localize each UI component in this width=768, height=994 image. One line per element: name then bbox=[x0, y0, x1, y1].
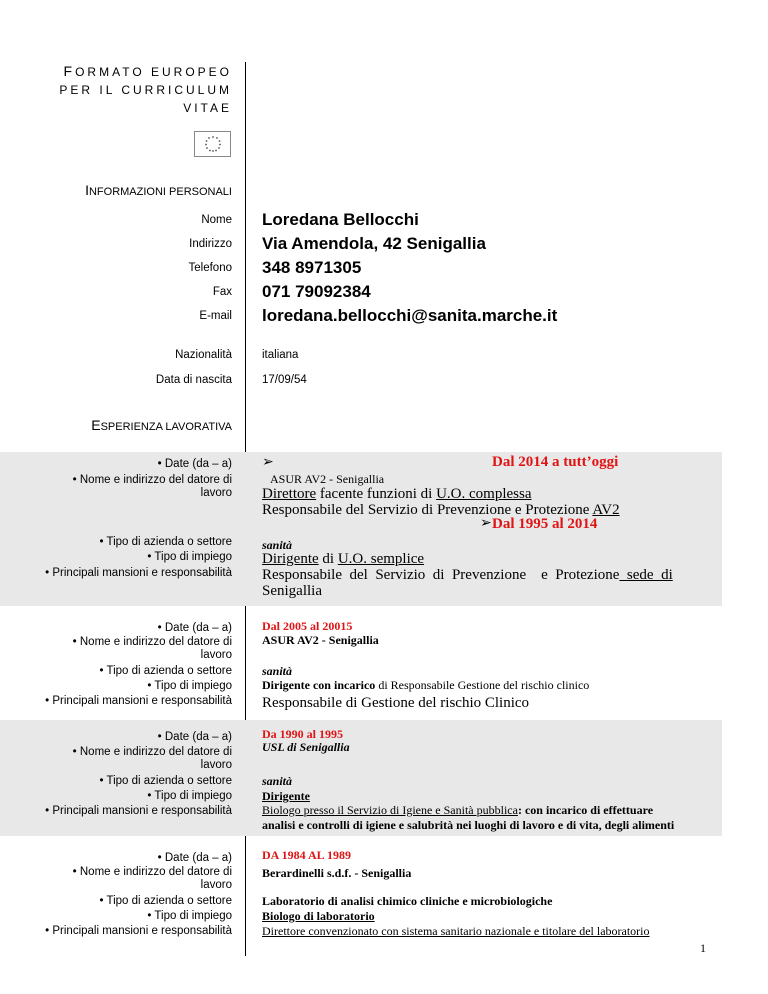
label-sector: • Tipo di azienda o settore bbox=[99, 665, 232, 677]
label-date: • Date (da – a) bbox=[157, 622, 232, 634]
label-telefono: Telefono bbox=[188, 262, 232, 274]
value-telefono: 348 8971305 bbox=[262, 258, 362, 277]
entry-4-date: DA 1984 AL 1989 bbox=[262, 848, 352, 862]
entry-1-sector: sanità bbox=[262, 538, 293, 552]
label-date: • Date (da – a) bbox=[157, 731, 232, 743]
entry-4-duties: Direttore convenzionato con sistema sanitario nazionale e titolare del laboratorio bbox=[262, 924, 650, 938]
entry-4-type: Biologo di laboratorio bbox=[262, 909, 375, 923]
entry-1-role-line-3: Dirigente di U.O. semplice bbox=[262, 551, 425, 567]
label-duties: • Principali mansioni e responsabilità bbox=[45, 567, 232, 579]
entry-2-type: Dirigente con incarico di Responsabile Gestione del rischio clinico bbox=[262, 678, 590, 692]
label-employer: • Nome e indirizzo del datore di lavoro bbox=[72, 746, 232, 771]
label-employer: • Nome e indirizzo del datore di lavoro bbox=[72, 474, 232, 499]
entry-1-role-line-2: Responsabile del Servizio di Prevenzione e Protezione AV2 bbox=[262, 502, 620, 518]
page-number: 1 bbox=[700, 941, 706, 955]
label-duties: • Principali mansioni e responsabilità bbox=[45, 805, 232, 817]
entry-3-duties: Biologo presso il Servizio di Igiene e Sanità pubblica: con incarico di effettuare bbox=[262, 803, 654, 817]
label-data-nascita: Data di nascita bbox=[155, 374, 232, 386]
label-type: • Tipo di impiego bbox=[147, 551, 232, 563]
value-email[interactable]: loredana.bellocchi@sanita.marche.it bbox=[262, 306, 558, 325]
entry-2-date: Dal 2005 al 20015 bbox=[262, 619, 353, 633]
cv-format-title: FORMATO EUROPEO PER IL CURRICULUM VITAE bbox=[59, 63, 232, 115]
entry-2-employer: ASUR AV2 - Senigallia bbox=[262, 633, 379, 647]
label-date: • Date (da – a) bbox=[157, 458, 232, 470]
label-sector: • Tipo di azienda o settore bbox=[99, 895, 232, 907]
label-indirizzo: Indirizzo bbox=[189, 238, 232, 250]
label-email: E-mail bbox=[199, 310, 232, 322]
entry-2-sector: sanità bbox=[262, 664, 293, 678]
entry-1-employer: ASUR AV2 - Senigallia bbox=[270, 472, 385, 486]
entry-3-type: Dirigente bbox=[262, 789, 310, 803]
value-indirizzo: Via Amendola, 42 Senigallia bbox=[262, 234, 486, 253]
label-type: • Tipo di impiego bbox=[147, 790, 232, 802]
entry-3-duties-2: analisi e controlli di igiene e salubrità nei luoghi di lavoro e di vita, degli alimenti bbox=[262, 818, 675, 832]
label-employer: • Nome e indirizzo del datore di lavoro bbox=[72, 866, 232, 891]
label-duties: • Principali mansioni e responsabilità bbox=[45, 695, 232, 707]
arrow-bullet-icon: ➢ bbox=[262, 455, 274, 470]
entry-4-sector: Laboratorio di analisi chimico cliniche e microbiologiche bbox=[262, 894, 553, 908]
value-nome: Loredana Bellocchi bbox=[262, 210, 419, 229]
entry-3-date: Da 1990 al 1995 bbox=[262, 727, 343, 741]
entry-3-employer: USL di Senigallia bbox=[262, 740, 350, 754]
entry-1-role-line-5: Senigallia bbox=[262, 583, 322, 599]
label-nome: Nome bbox=[201, 214, 232, 226]
label-employer: • Nome e indirizzo del datore di lavoro bbox=[72, 636, 232, 661]
entry-1-role-line-4: Responsabile del Servizio di Prevenzione e Protezione sede di bbox=[262, 567, 673, 583]
arrow-bullet-icon: ➢ bbox=[480, 516, 492, 531]
entry-1-role-line-1: Direttore facente funzioni di U.O. complessa bbox=[262, 486, 532, 502]
entry-1-date: Dal 2014 a tutt’oggi bbox=[492, 454, 619, 470]
eu-flag-icon bbox=[194, 131, 231, 157]
section-personal-info: INFORMAZIONI PERSONALI bbox=[85, 182, 232, 198]
section-work-experience: ESPERIENZA LAVORATIVA bbox=[91, 417, 232, 433]
entry-3-sector: sanità bbox=[262, 774, 293, 788]
label-sector: • Tipo di azienda o settore bbox=[99, 536, 232, 548]
entry-1-date-2: Dal 1995 al 2014 bbox=[492, 516, 598, 532]
entry-2-duties: Responsabile di Gestione del rischio Clinico bbox=[262, 695, 530, 711]
label-nazionalita: Nazionalità bbox=[175, 349, 232, 361]
entry-4-employer: Berardinelli s.d.f. - Senigallia bbox=[262, 866, 412, 880]
label-type: • Tipo di impiego bbox=[147, 910, 232, 922]
value-nazionalita: italiana bbox=[262, 349, 299, 361]
value-data-nascita: 17/09/54 bbox=[262, 374, 307, 386]
label-duties: • Principali mansioni e responsabilità bbox=[45, 925, 232, 937]
label-sector: • Tipo di azienda o settore bbox=[99, 775, 232, 787]
value-fax: 071 79092384 bbox=[262, 282, 371, 301]
label-type: • Tipo di impiego bbox=[147, 680, 232, 692]
label-date: • Date (da – a) bbox=[157, 852, 232, 864]
label-fax: Fax bbox=[212, 286, 232, 298]
